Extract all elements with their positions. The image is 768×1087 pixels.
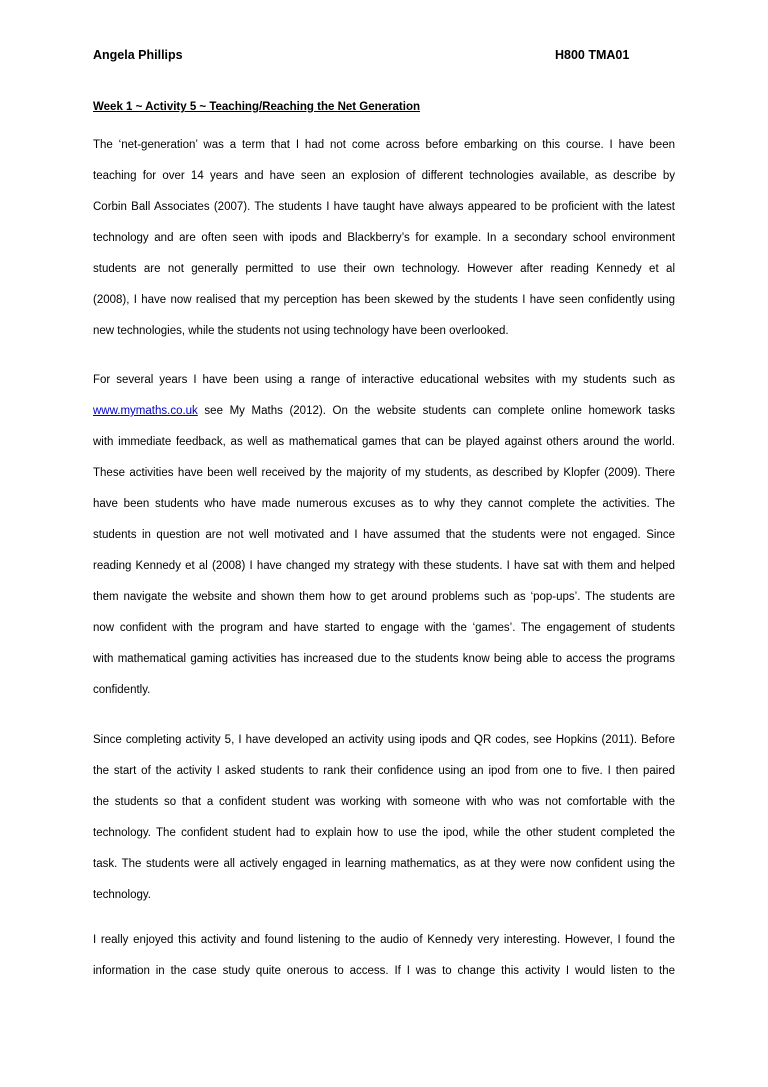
text-line: students are not generally permitted to use their own technology. However after reading Kennedy et al xyxy=(93,263,675,275)
paragraph-net-generation xyxy=(93,137,675,354)
text-line: now confident with the program and have started to engage with the ‘games’. The engagement of students xyxy=(93,622,675,634)
text-line: (2008), I have now realised that my perception has been skewed by the students I have seen confidently using xyxy=(93,294,675,306)
text-line: reading Kennedy et al (2008) I have changed my strategy with these students. I have sat with them and helped xyxy=(93,560,675,572)
paragraph-reflection xyxy=(93,932,675,994)
text-line: information in the case study quite onerous to access. If I was to change this activity I would listen to the xyxy=(93,965,675,977)
header-course-code: H800 TMA01 xyxy=(555,48,630,62)
text-line: These activities have been well received by the majority of my students, as described by Klopfer (2009). There xyxy=(93,467,675,479)
text-line: The ‘net-generation’ was a term that I had not come across before embarking on this course. I have been xyxy=(93,139,675,151)
text-line-with-link xyxy=(93,403,675,434)
text-line: I really enjoyed this activity and found listening to the audio of Kennedy very interesting. However, I found the xyxy=(93,934,675,946)
text-line: technology and are often seen with ipods and Blackberry’s for example. In a secondary school environment xyxy=(93,232,675,244)
text-line: with mathematical gaming activities has increased due to the students know being able to access the programs xyxy=(93,653,675,665)
text-fragment: see My Maths (2012). On the website students can complete online homework tasks xyxy=(197,405,675,417)
paragraph-ipods-qr-codes xyxy=(93,732,675,918)
text-line: Since completing activity 5, I have developed an activity using ipods and QR codes, see Hopkins (2011). Before xyxy=(93,734,675,746)
text-line: task. The students were all actively engaged in learning mathematics, as at they were now confident using the xyxy=(93,858,675,870)
text-line: students in question are not well motivated and I have assumed that the students were not engaged. Since xyxy=(93,529,675,541)
text-line: For several years I have been using a range of interactive educational websites with my students such as xyxy=(93,374,675,386)
paragraph-mymaths xyxy=(93,372,675,713)
text-line: Corbin Ball Associates (2007). The students I have taught have always appeared to be proficient with the latest xyxy=(93,201,675,213)
text-line: them navigate the website and shown them how to get around problems such as ‘pop-ups’. The students are xyxy=(93,591,675,603)
text-line: teaching for over 14 years and have seen an explosion of different technologies available, as describe by xyxy=(93,170,675,182)
section-heading: Week 1 ~ Activity 5 ~ Teaching/Reaching the Net Generation xyxy=(93,101,420,113)
page-header xyxy=(93,48,675,68)
text-line: have been students who have made numerous excuses as to why they cannot complete the activities. The xyxy=(93,498,675,510)
text-line: with immediate feedback, as well as mathematical games that can be played against others around the world. xyxy=(93,436,675,448)
text-line: technology. xyxy=(93,889,151,901)
text-line: the start of the activity I asked students to rank their confidence using an ipod from one to five. I then paired xyxy=(93,765,675,777)
text-line: confidently. xyxy=(93,684,151,696)
text-line: the students so that a confident student was working with someone with who was not comfortable with the xyxy=(93,796,675,808)
header-author: Angela Phillips xyxy=(93,48,183,62)
text-line: new technologies, while the students not using technology have been overlooked. xyxy=(93,325,509,337)
text-line: technology. The confident student had to explain how to use the ipod, while the other student completed the xyxy=(93,827,675,839)
mymaths-link[interactable]: www.mymaths.co.uk xyxy=(93,405,198,417)
